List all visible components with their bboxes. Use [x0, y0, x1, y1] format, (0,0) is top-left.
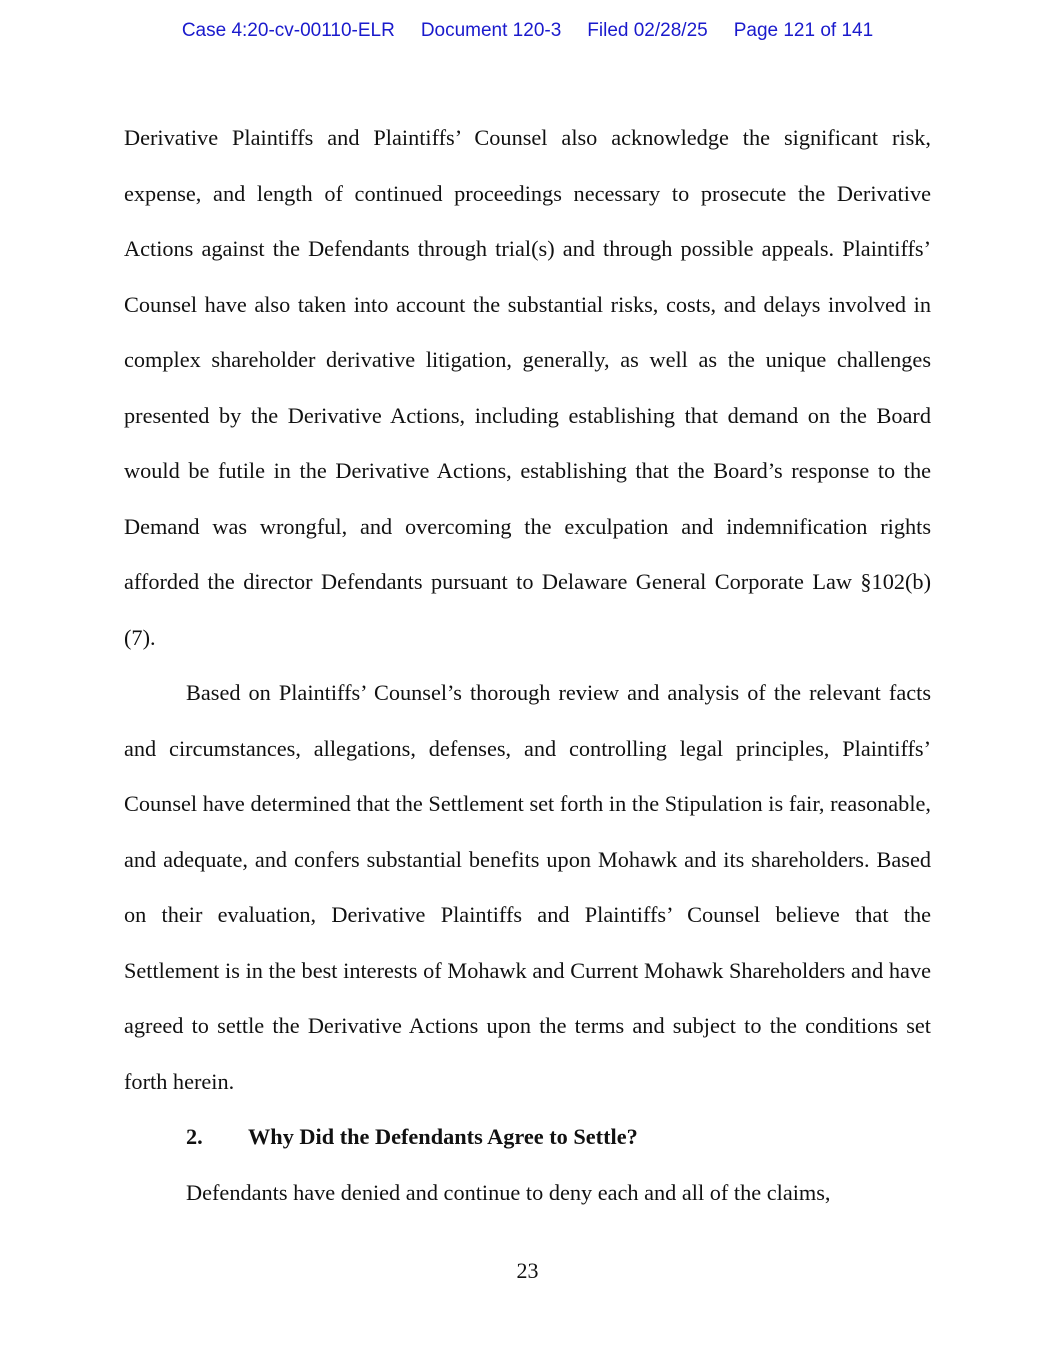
paragraph-counsel-determination: Based on Plaintiffs’ Counsel’s thorough review and analysis of the relevant facts and circumstances, allegations, defenses, and controlling legal principles, Plaintiffs’ Counsel have determined that the Settlement set forth in the Stipulation is fair, reasonable, and adequate, and confers substantial benefits upon Mohawk and its shareholders. Based on their evaluation, Derivative Plaintiffs and Plaintiffs’ Counsel believe that the Settlement is in the best interests of Mohawk and Current Mohawk Shareholders and have agreed to settle the Derivative Actions upon the terms and subject to the conditions set forth herein. [124, 680, 931, 1094]
page-indicator: Page 121 of 141 [733, 20, 874, 41]
court-filing-header [0, 20, 1055, 42]
section-title: Why Did the Defendants Agree to Settle? [248, 1124, 638, 1149]
case-number: Case 4:20-cv-00110-ELR [181, 20, 395, 41]
paragraph-acknowledge-risk: Derivative Plaintiffs and Plaintiffs’ Counsel also acknowledge the significant risk, expense, and length of continued proceedings necessary to prosecute the Derivative Actions against the Defendants through trial(s) and through possible appeals. Plaintiffs’ Counsel have also taken into account the substantial risks, costs, and delays involved in complex shareholder derivative litigation, generally, as well as the unique challenges presented by the Derivative Actions, including establishing that demand on the Board would be futile in the Derivative Actions, establishing that the Board’s response to the Demand was wrongful, and overcoming the exculpation and indemnification rights afforded the director Defendants pursuant to Delaware General Corporate Law §102(b)(7). [124, 125, 931, 650]
page-number: 23 [516, 1258, 539, 1283]
filed-date: Filed 02/28/25 [587, 20, 708, 41]
document-number: Document 120-3 [420, 20, 562, 41]
paragraph-defendants-deny: Defendants have denied and continue to deny each and all of the claims, [186, 1179, 831, 1205]
document-body [124, 110, 931, 1220]
section-number: 2. [186, 1124, 203, 1149]
section-heading [124, 1109, 931, 1165]
